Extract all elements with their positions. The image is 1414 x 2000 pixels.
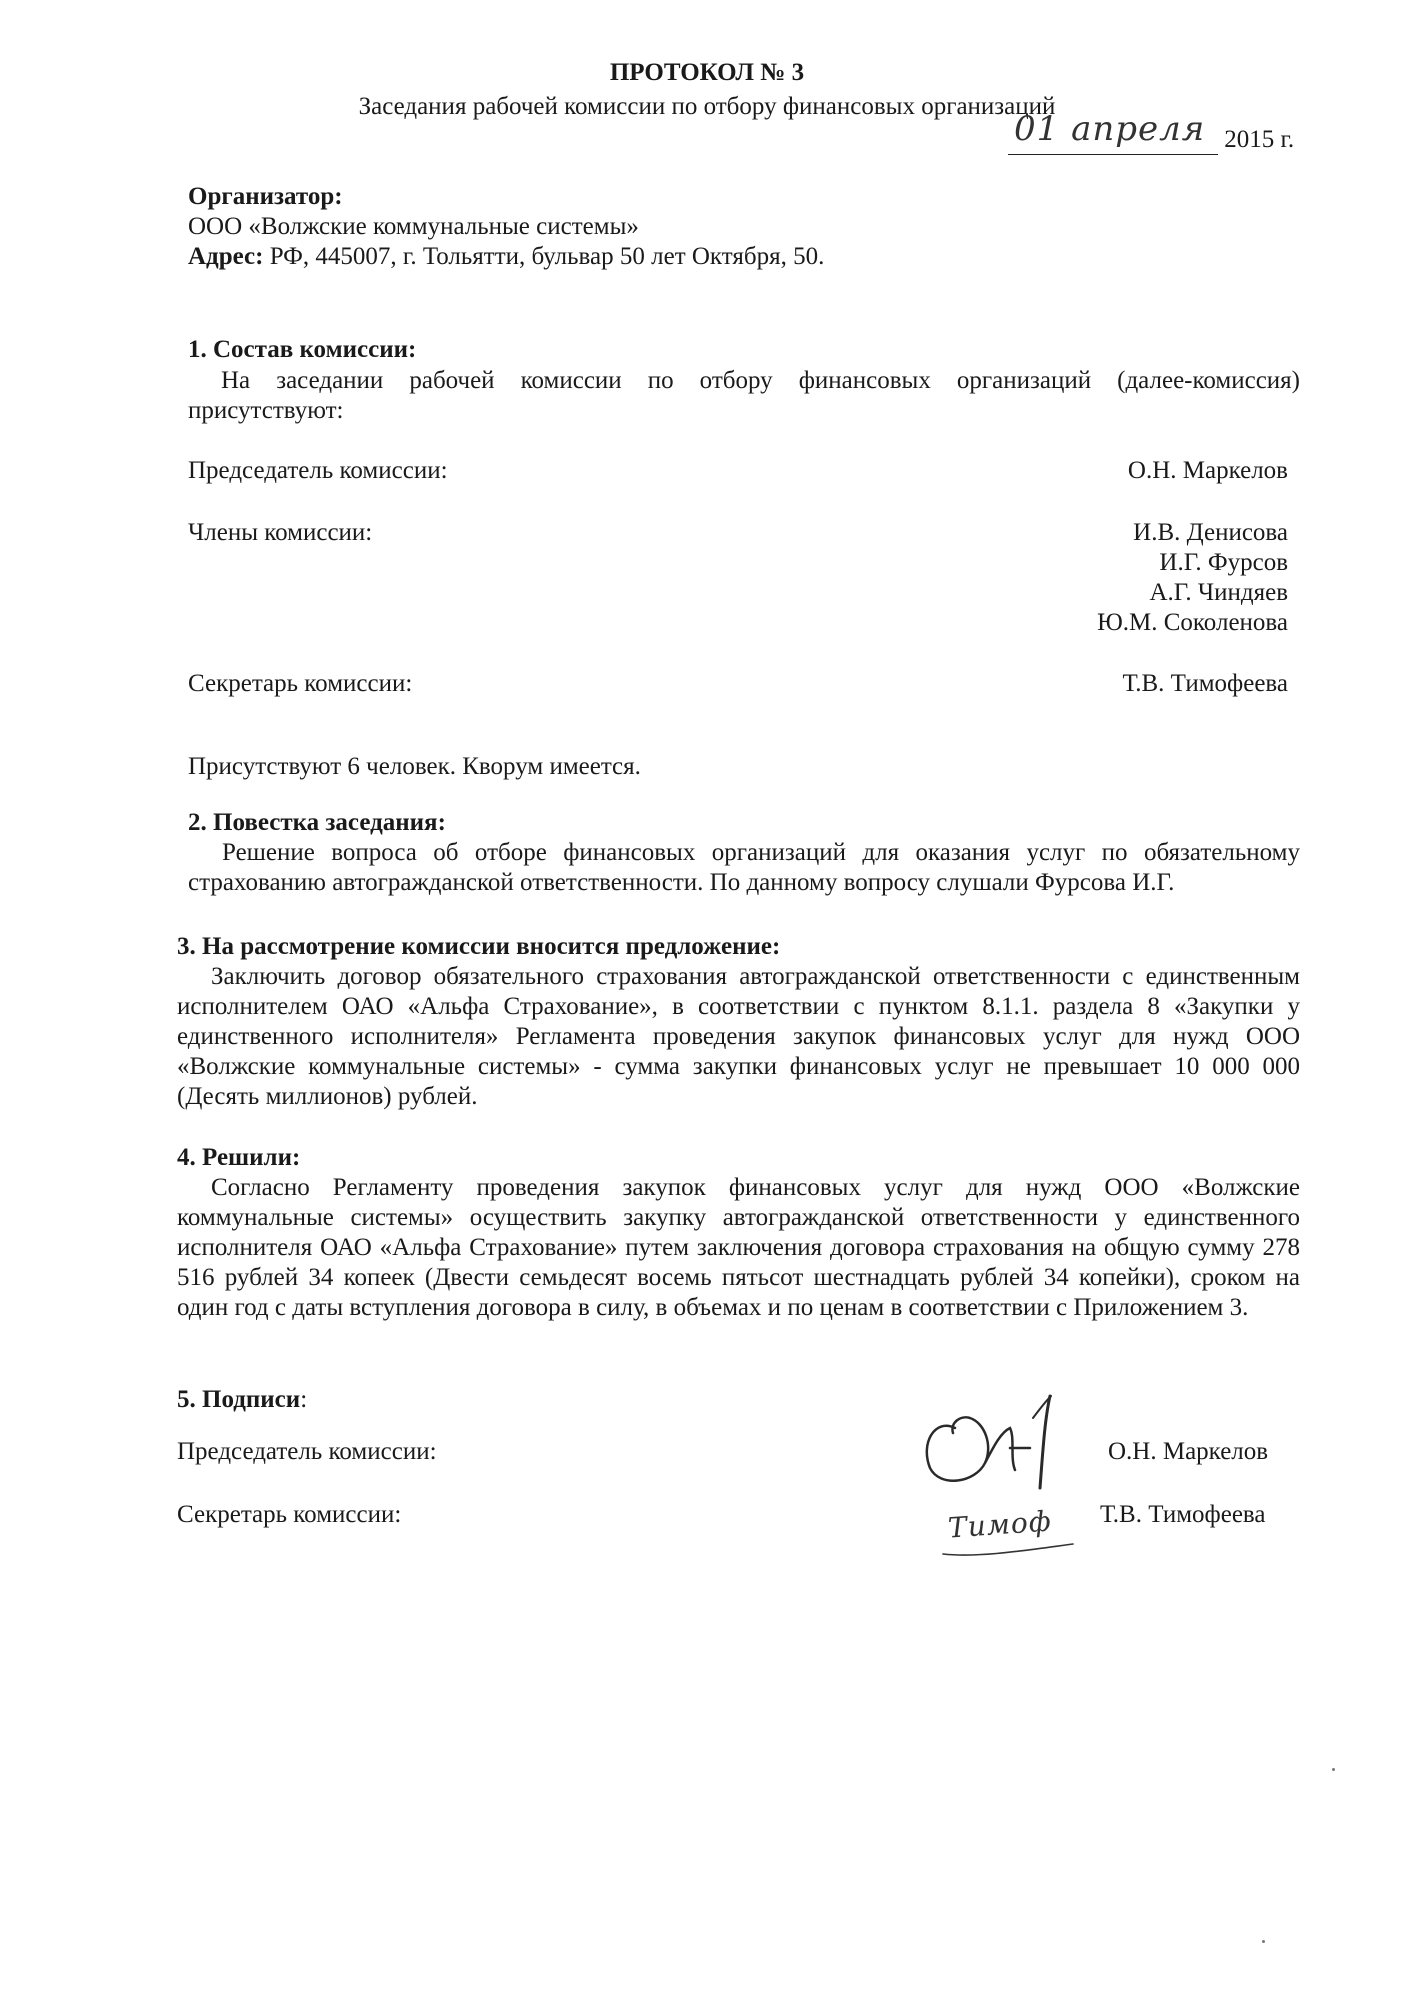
date-field xyxy=(1008,109,1218,155)
scan-speck xyxy=(1332,1768,1335,1771)
signature-secretary-name: Т.В. Тимофеева xyxy=(1100,1501,1266,1528)
section-3-heading: 3. На рассмотрение комиссии вносится предложение: xyxy=(177,933,781,960)
address-value: РФ, 445007, г. Тольятти, бульвар 50 лет Октября, 50. xyxy=(269,243,825,270)
date-year: 2015 г. xyxy=(1224,126,1295,153)
signature-chair-label: Председатель комиссии: xyxy=(177,1438,437,1465)
section-1-intro-line2: присутствуют: xyxy=(188,397,344,424)
secretary-name: Т.В. Тимофеева xyxy=(1122,670,1288,697)
secretary-label: Секретарь комиссии: xyxy=(188,670,413,697)
scan-speck xyxy=(1262,1940,1265,1943)
section-3-text: Заключить договор обязательного страхования автогражданской ответственности с единственным исполнителем ОАО «Альфа Страхование», в соответствии с пунктом 8.1.1. раздела 8 «Закупки у единственного исполнителя» Регламента проведения закупок финансовых услуг для нужд ООО «Волжские коммунальные системы» - сумма закупки финансовых услуг не превышает 10 000 000 (Десять миллионов) рублей. xyxy=(177,963,1300,1110)
chair-name: О.Н. Маркелов xyxy=(1127,457,1288,484)
handwritten-date: 01 апреля xyxy=(1014,109,1206,149)
section-4-text: Согласно Регламенту проведения закупок финансовых услуг для нужд ООО «Волжские коммунальные системы» осуществить закупку автогражданской ответственности у единственного исполнителя ОАО «Альфа Страхование» путем заключения договора страхования на общую сумму 278 516 рублей 34 копеек (Двести семьдесят восемь пятьсот шестнадцать рублей 34 копейки), сроком на один год с даты вступления договора в силу, в объемах и по ценам в соответствии с Приложением 3. xyxy=(177,1174,1300,1321)
section-5-heading-text: 5. Подписи xyxy=(177,1386,301,1413)
organizer-name: ООО «Волжские коммунальные системы» xyxy=(188,213,639,240)
member-name: Ю.М. Соколенова xyxy=(1097,609,1288,636)
section-2-text: Решение вопроса об отборе финансовых организаций для оказания услуг по обязательному страхованию автогражданской ответственности. По данному вопросу слушали Фурсова И.Г. xyxy=(188,839,1300,896)
document-subtitle: Заседания рабочей комиссии по отбору финансовых организаций xyxy=(358,93,1056,120)
signature-secretary-label: Секретарь комиссии: xyxy=(177,1501,402,1528)
section-2-heading: 2. Повестка заседания: xyxy=(188,809,446,836)
member-name: И.В. Денисова xyxy=(1133,519,1288,546)
section-1-intro-line1: На заседании рабочей комиссии по отбору финансовых организаций (далее-комиссия) xyxy=(221,367,1300,394)
chair-label: Председатель комиссии: xyxy=(188,457,448,484)
secretary-signature-flourish xyxy=(938,1540,1078,1560)
member-name: И.Г. Фурсов xyxy=(1159,549,1288,576)
signature-chair-name: О.Н. Маркелов xyxy=(1108,1438,1269,1465)
organizer-address xyxy=(188,242,824,272)
chairman-signature xyxy=(915,1388,1075,1498)
document-title: ПРОТОКОЛ № 3 xyxy=(609,59,805,86)
quorum-text: Присутствуют 6 человек. Кворум имеется. xyxy=(188,753,641,780)
members-label: Члены комиссии: xyxy=(188,519,373,546)
member-name: А.Г. Чиндяев xyxy=(1149,579,1288,606)
section-5-heading xyxy=(177,1385,307,1415)
secretary-signature: Тимоф xyxy=(946,1504,1053,1545)
section-5-heading-colon: : xyxy=(300,1386,308,1413)
address-label: Адрес: xyxy=(188,243,264,270)
organizer-label: Организатор: xyxy=(188,183,343,210)
section-4-heading: 4. Решили: xyxy=(177,1144,301,1171)
document-date xyxy=(1008,109,1295,155)
section-1-heading: 1. Состав комиссии: xyxy=(188,336,417,363)
